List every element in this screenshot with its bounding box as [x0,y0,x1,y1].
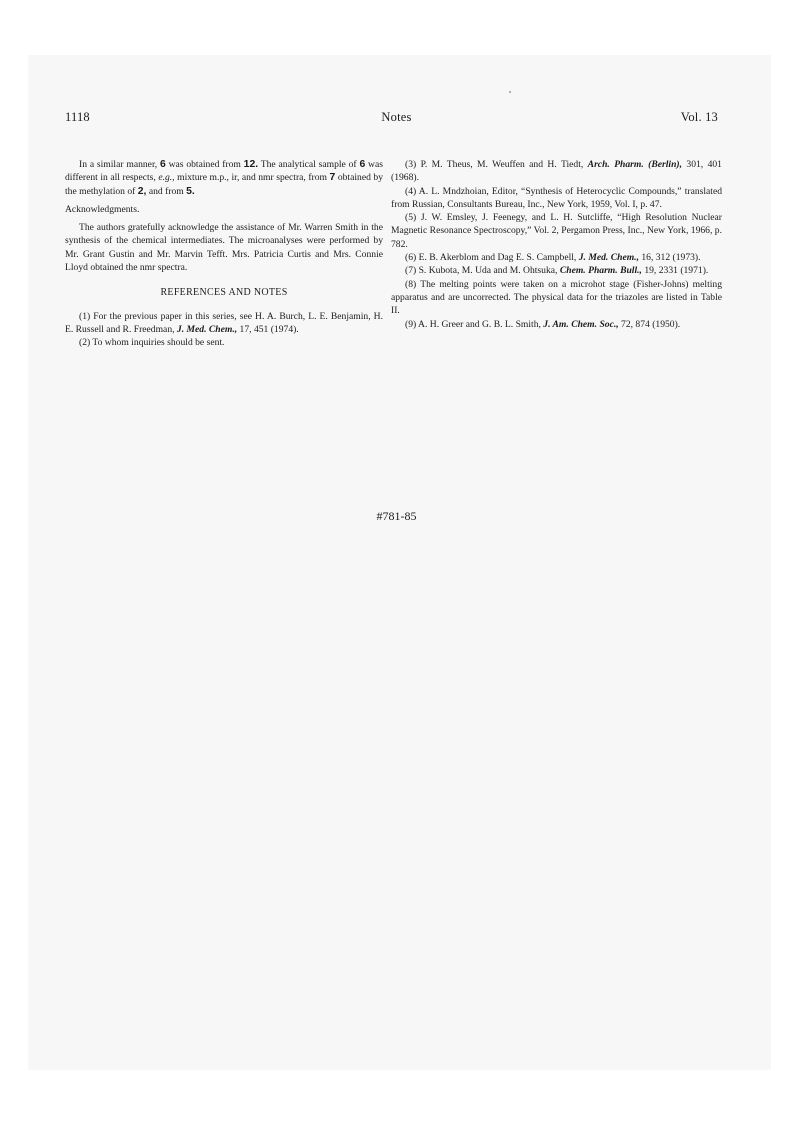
text-run: and from [146,185,187,197]
compound-number: 5. [186,185,195,197]
acknowledgments-heading: Acknowledgments. [65,203,140,215]
reference-4: (4) A. L. Mndzhoian, Editor, “Synthesis of Heterocyclic Compounds,” translated from Russian, Consultants Bureau, Inc., New York, 1959, Vol. I, p. 47. [391,185,722,210]
text-run: The analytical sample of [258,159,360,170]
left-column [65,158,383,350]
reference-6: (6) E. B. Akerblom and Dag E. S. Campbell, J. Med. Chem., 16, 312 (1973). [405,252,701,264]
reference-1: (1) For the previous paper in this series, see H. A. Burch, L. E. Benjamin, H. E. Russell and R. Freedman, J. Med. Chem., 17, 451 (1974). [65,310,383,335]
text-run: obtained by the methylation of [65,172,384,197]
reference-3: (3) P. M. Theus, M. Weuffen and H. Tiedt, Arch. Pharm. (Berlin), 301, 401 (1968). [391,159,722,184]
journal-name: J. Am. Chem. Soc., [543,318,619,330]
text-run: In a similar manner, [79,159,160,170]
journal-name: J. Med. Chem., [578,252,639,264]
text-run: mixture m.p., ir, and nmr spectra, from [174,172,330,184]
journal-name: Arch. Pharm. (Berlin), [587,159,683,170]
compound-number: 6 [159,159,166,170]
reference-8: (8) The melting points were taken on a microhot stage (Fisher-Johns) melting apparatus and are uncorrected. The physical data for the triazoles are listed in Table II. [391,278,722,317]
right-column [391,158,722,331]
reference-5: (5) J. W. Emsley, J. Feenegy, and L. H. Sutcliffe, “High Resolution Nuclear Magnetic Resonance Spectroscopy,” Vol. 2, Pergamon Press, Inc., New York, 1966, p. 782. [391,212,722,250]
acknowledgments-text: The authors gratefully acknowledge the assistance of Mr. Warren Smith in the synthesis of the chemical intermediates. The microanalyses were performed by Mr. Grant Gustin and Mr. Marvin Tefft. Mrs. Patricia Curtis and Mrs. Connie Lloyd obtained the nmr spectra. [65,222,383,274]
compound-number: 7 [329,172,336,184]
references-heading: REFERENCES AND NOTES [160,287,288,299]
reference-7: (7) S. Kubota, M. Uda and M. Ohtsuka, Chem. Pharm. Bull., 19, 2331 (1971). [405,265,709,277]
body-paragraph [65,158,383,198]
compound-number: 12. [243,159,259,170]
compound-number: 6 [359,159,366,170]
italic-text: e.g., [158,172,175,184]
scan-speck [509,91,511,93]
journal-name: J. Med. Chem., [176,323,238,335]
reference-9: (9) A. H. Greer and G. B. L. Smith, J. Am. Chem. Soc., 72, 874 (1950). [405,318,681,330]
volume-number: Vol. 13 [680,110,718,124]
text-run: was different in all respects, [65,159,383,184]
document-number: #781-85 [376,509,417,523]
journal-name: Chem. Pharm. Bull., [559,265,642,277]
text-run: was obtained from [165,159,244,170]
running-section-title: Notes [381,110,412,124]
compound-number: 2, [137,185,147,197]
reference-2: (2) To whom inquiries should be sent. [79,337,225,349]
page-number: 1118 [65,110,90,124]
